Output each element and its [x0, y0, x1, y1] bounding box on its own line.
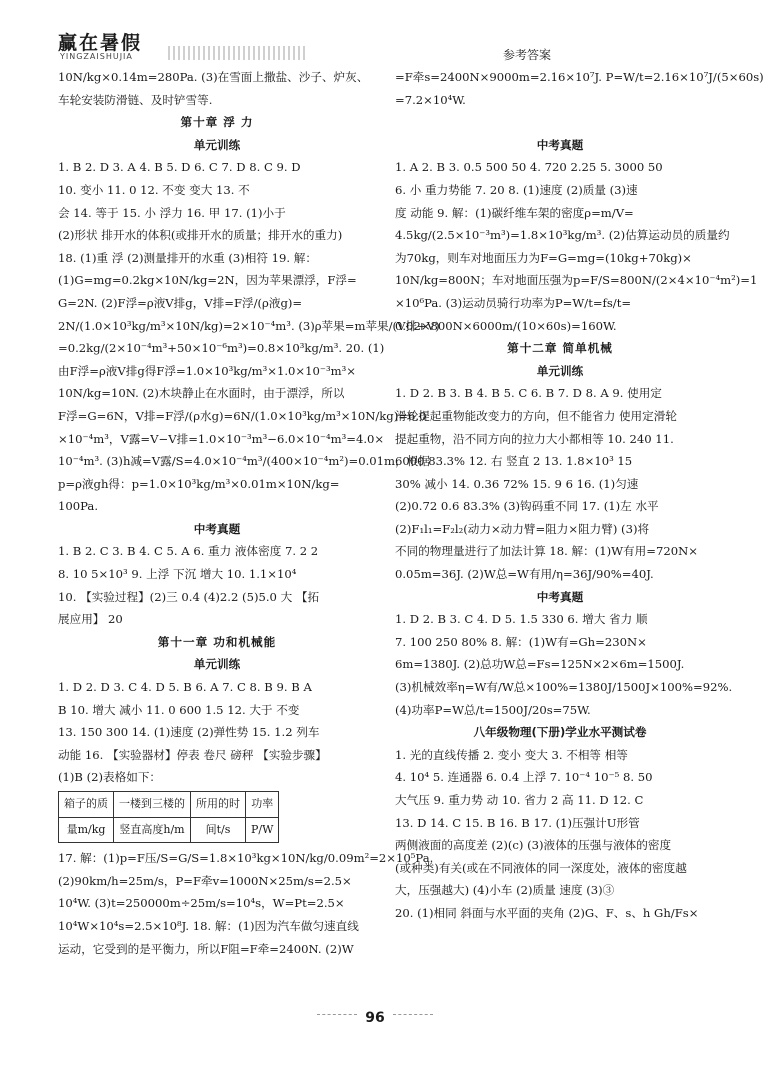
answer-line: 动能 16. 【实验器材】停表 卷尺 磅秤 【实验步骤】 — [58, 747, 327, 762]
answer-line: 7. 100 250 80% 8. 解：(1)W有=Gh=230N× — [395, 634, 647, 649]
table-cell: 所用的时 — [191, 792, 246, 818]
answer-line: 1. 光的直线传播 2. 变小 变大 3. 不相等 相等 — [395, 747, 628, 762]
table-cell: 一楼到三楼的 — [114, 792, 191, 818]
answer-line: (3)机械效率η=W有/W总×100%=1380J/1500J×100%=92%. — [395, 680, 733, 695]
answer-line: 1. A 2. B 3. 0.5 500 50 4. 720 2.25 5. 3000 50 — [395, 160, 663, 175]
answer-key-title: 参考答案 — [503, 48, 552, 62]
answer-line: 运动，它受到的是平衡力，所以F阻=F牵=2400N. (2)W — [58, 941, 354, 956]
power-measurement-table — [58, 791, 279, 843]
answer-line: 10. 【实验过程】(2)三 0.4 (4)2.2 (5)5.0 大 【拓 — [58, 589, 320, 604]
answer-line: (或种类)有关(或在不同液体的同一深度处，液体的密度越 — [395, 860, 687, 875]
answer-line: 20. (1)相同 斜面与水平面的夹角 (2)G、F、s、h Gh/Fs× — [395, 905, 699, 920]
answer-line: (2)F₁l₁=F₂l₂(动力×动力臂=阻力×阻力臂) (3)将 — [395, 521, 650, 536]
answer-line: =0.2kg/(2×10⁻⁴m³+50×10⁻⁶m³)=0.8×10³kg/m³. 20. (1) — [58, 341, 385, 356]
table-row — [59, 817, 279, 843]
brand-title: 赢在暑假 — [58, 32, 143, 54]
answer-line: F浮=G=6N，V排=F浮/(ρ水g)=6N/(1.0×10³kg/m³×10N/kg)=6.0 — [58, 408, 427, 423]
brand-subtitle: YINGZAISHUJIA — [60, 52, 133, 61]
answer-line: 1. B 2. C 3. B 4. C 5. A 6. 重力 液体密度 7. 2 2 — [58, 544, 319, 559]
answer-line: 1. B 2. D 3. A 4. B 5. D 6. C 7. D 8. C 9. D — [58, 160, 301, 175]
answer-line: 6m=1380J. (2)总功W总=Fs=125N×2×6m=1500J. — [395, 657, 685, 672]
answer-line: 30% 减小 14. 0.36 72% 15. 9 6 16. (1)匀速 — [395, 476, 639, 491]
answer-line: 1. D 2. B 3. B 4. B 5. C 6. B 7. D 8. A 9. 使用定 — [395, 386, 662, 401]
answer-line: 0.02×800N×6000m/(10×60s)=160W. — [395, 318, 617, 333]
right-column — [395, 66, 764, 925]
answer-line: 度 动能 9. 解：(1)碳纤维车架的密度ρ=m/V= — [395, 205, 634, 220]
answer-line: 4.5kg/(2.5×10⁻³m³)=1.8×10³kg/m³. (2)估算运动员的质量约 — [395, 228, 730, 243]
answer-line: 17. 解：(1)p=F压/S=G/S=1.8×10³kg×10N/kg/0.09m²=2×10⁵Pa. — [58, 851, 434, 866]
answer-line: (2)0.72 0.6 83.3% (3)钩码重不同 17. (1)左 水平 — [395, 499, 659, 514]
table-cell: 竖直高度h/m — [114, 817, 191, 843]
answer-line: 1. D 2. D 3. C 4. D 5. B 6. A 7. C 8. B 9. B A — [58, 680, 312, 695]
table-cell: 箱子的质 — [59, 792, 114, 818]
answer-line: 6000 83.3% 12. 右 竖直 2 13. 1.8×10³ 15 — [395, 454, 633, 469]
answer-line: 0.05m=36J. (2)W总=W有用/η=36J/90%=40J. — [395, 567, 654, 582]
answer-line: 8. 10 5×10³ 9. 上浮 下沉 增大 10. 1.1×10⁴ — [58, 567, 297, 582]
answer-line: 100Pa. — [58, 499, 99, 514]
answer-line: =7.2×10⁴W. — [395, 92, 466, 107]
answer-line: (4)功率P=W总/t=1500J/20s=75W. — [395, 702, 591, 717]
answer-line: 由F浮=ρ液V排g得F浮=1.0×10³kg/m³×1.0×10⁻³m³× — [58, 363, 356, 378]
page-ornament-left — [317, 1014, 357, 1023]
table-cell: 间t/s — [191, 817, 246, 843]
table-cell: 量m/kg — [59, 817, 114, 843]
section-heading: 单元训练 — [193, 137, 241, 152]
answer-line: 18. (1)重 浮 (2)测量排开的水重 (3)相符 19. 解： — [58, 250, 317, 265]
answer-line: 13. D 14. C 15. B 16. B 17. (1)压强计U形管 — [395, 815, 640, 830]
answer-line: ×10⁻⁴m³，V露=V−V排=1.0×10⁻³m³−6.0×10⁻⁴m³=4.0× — [58, 431, 385, 446]
answer-line: p=ρ液gh得：p=1.0×10³kg/m³×0.01m×10N/kg= — [58, 476, 340, 491]
section-heading: 八年级物理(下册)学业水平测试卷 — [473, 725, 647, 740]
answer-line: (1)B (2)表格如下： — [58, 770, 162, 785]
chapter-heading: 第十章 浮 力 — [180, 115, 254, 130]
answer-line: 提起重物，沿不同方向的拉力大小都相等 10. 240 11. — [395, 431, 674, 446]
answer-line: 会 14. 等于 15. 小 浮力 16. 甲 17. (1)小于 — [58, 205, 286, 220]
page-ornament-right — [393, 1014, 433, 1023]
answer-line: 2N/(1.0×10³kg/m³×10N/kg)=2×10⁻⁴m³. (3)ρ苹果=m苹果/(V排+V) — [58, 318, 440, 333]
answer-line: 10N/kg=10N. (2)木块静止在水面时，由于漂浮，所以 — [58, 386, 345, 401]
answer-line: =F牵s=2400N×9000m=2.16×10⁷J. P=W/t=2.16×10⁷J/(5×60s) — [395, 70, 764, 84]
section-heading: 中考真题 — [536, 589, 584, 604]
answer-line: 两侧液面的高度差 (2)(c) (3)液体的压强与液体的密度 — [395, 838, 672, 853]
answer-line: 6. 小 重力势能 7. 20 8. (1)速度 (2)质量 (3)速 — [395, 182, 638, 197]
answer-line: 不同的物理量进行了加法计算 18. 解：(1)W有用=720N× — [395, 544, 698, 559]
answer-line: 车轮安装防滑链、及时铲雪等. — [58, 92, 213, 107]
answer-line: ×10⁶Pa. (3)运动员骑行功率为P=W/t=fs/t= — [395, 295, 632, 310]
answer-line: 展应用】 20 — [58, 612, 123, 627]
chapter-heading: 第十一章 功和机械能 — [157, 634, 277, 649]
answer-line: (2)90km/h=25m/s，P=F牵v=1000N×25m/s=2.5× — [58, 873, 352, 888]
answer-line: (1)G=mg=0.2kg×10N/kg=2N，因为苹果漂浮，F浮= — [58, 273, 357, 288]
answer-line: 4. 10⁴ 5. 连通器 6. 0.4 上浮 7. 10⁻⁴ 10⁻⁵ 8. 50 — [395, 770, 653, 785]
answer-line: B 10. 增大 减小 11. 0 600 1.5 12. 大于 不变 — [58, 702, 300, 717]
chapter-heading: 第十二章 简单机械 — [507, 341, 613, 356]
table-cell: 功率 — [246, 792, 279, 818]
answer-line: 1. D 2. B 3. C 4. D 5. 1.5 330 6. 增大 省力 顺 — [395, 612, 648, 627]
answer-line: 为70kg，则车对地面压力为F=G=mg=(10kg+70kg)× — [395, 250, 692, 265]
section-heading: 中考真题 — [193, 521, 241, 536]
answer-line: G=2N. (2)F浮=ρ液V排g，V排=F浮/(ρ液g)= — [58, 295, 303, 310]
answer-line: 大，压强越大) (4)小车 (2)质量 速度 (3)③ — [395, 883, 615, 898]
answer-line: 10⁻⁴m³. (3)h减=V露/S=4.0×10⁻⁴m³/(400×10⁻⁴m²)=0.01m，根据 — [58, 454, 430, 469]
table-cell: P/W — [246, 817, 279, 843]
answer-line — [395, 111, 725, 134]
page-number: 96 — [0, 1010, 750, 1026]
answer-line: 10N/kg=800N；车对地面压强为p=F/S=800N/(2×4×10⁻⁴m²)=1 — [395, 273, 758, 288]
answer-line: 10⁴W×10⁴s=2.5×10⁸J. 18. 解：(1)因为汽车做匀速直线 — [58, 918, 359, 933]
answer-line: 13. 150 300 14. (1)速度 (2)弹性势 15. 1.2 列车 — [58, 725, 320, 740]
section-heading: 单元训练 — [536, 363, 584, 378]
answer-line: 大气压 9. 重力势 动 10. 省力 2 高 11. D 12. C — [395, 793, 644, 807]
section-heading: 单元训练 — [193, 657, 241, 672]
header-decoration — [168, 46, 308, 60]
table-row — [59, 792, 279, 818]
answer-line: (2)形状 排开水的体积(或排开水的质量；排开水的重力) — [58, 228, 343, 243]
answer-line: 10⁴W. (3)t=250000m÷25m/s=10⁴s，W=Pt=2.5× — [58, 896, 345, 911]
answer-line: 滑轮提起重物能改变力的方向，但不能省力 使用定滑轮 — [395, 408, 677, 423]
answer-line: 10N/kg×0.14m=280Pa. (3)在雪面上撒盐、沙子、炉灰、 — [58, 70, 369, 84]
section-heading: 中考真题 — [536, 137, 584, 152]
answer-line: 10. 变小 11. 0 12. 不变 变大 13. 不 — [58, 182, 250, 197]
